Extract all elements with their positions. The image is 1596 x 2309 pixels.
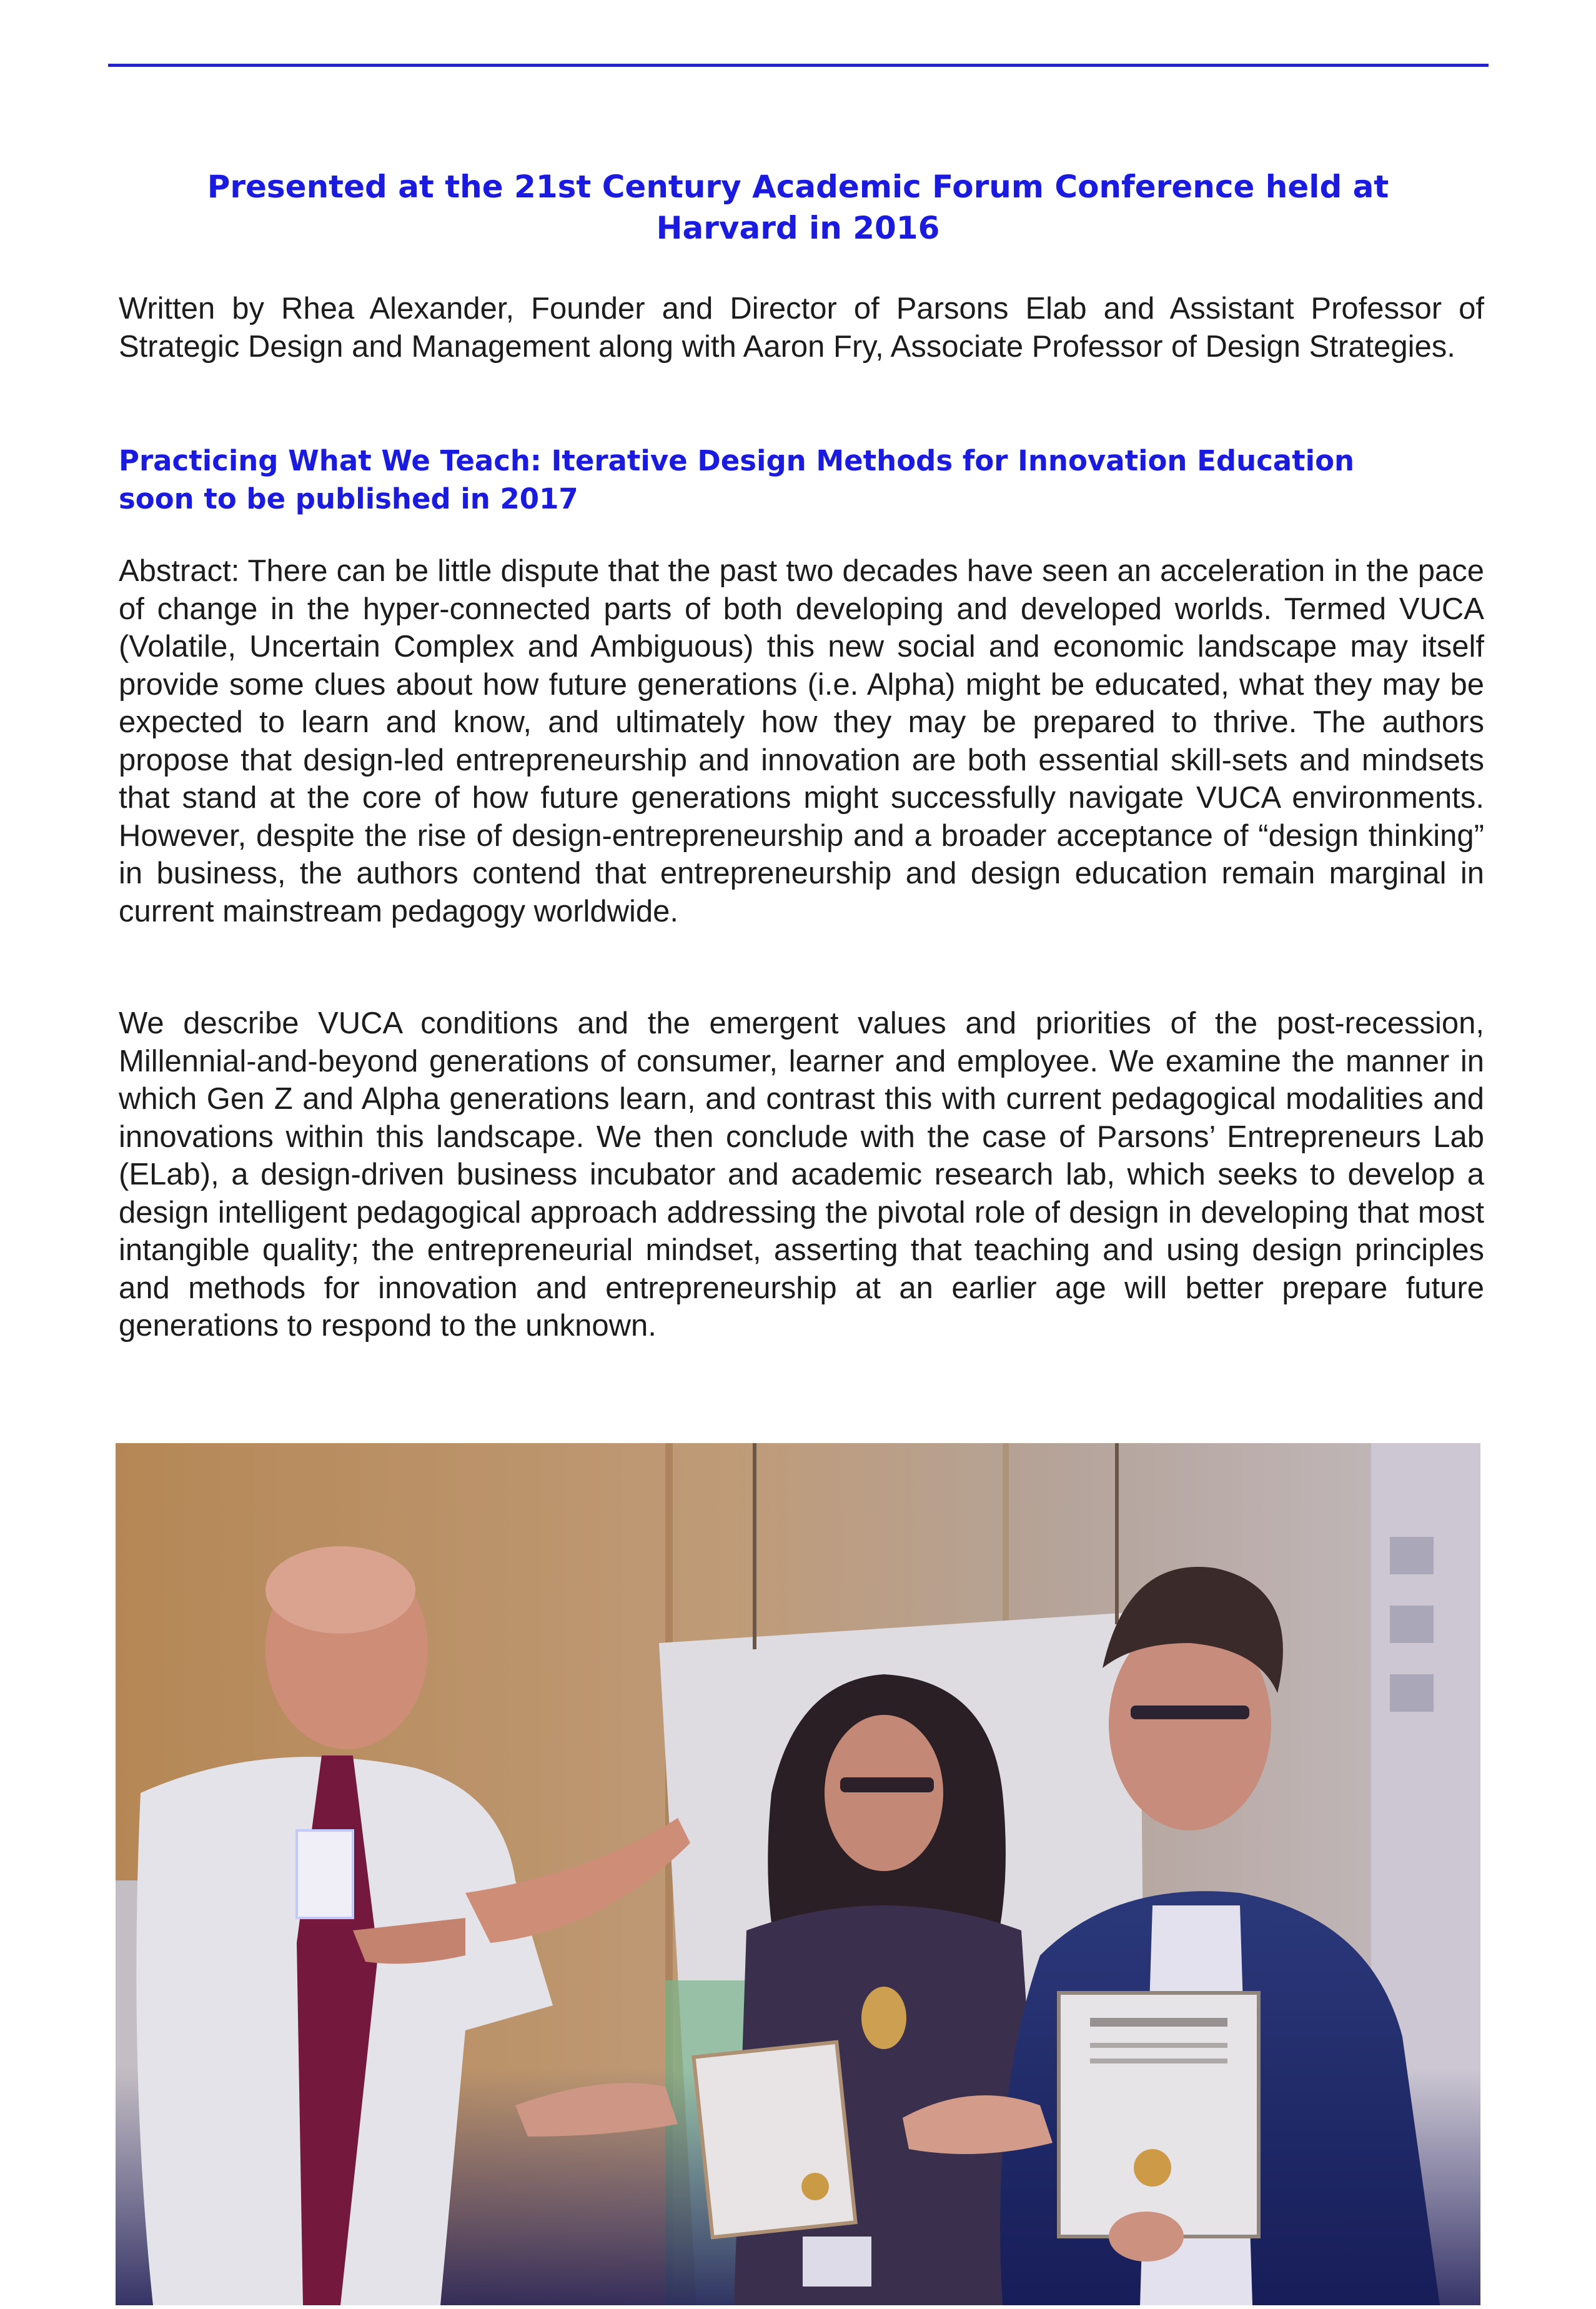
author-byline: Written by Rhea Alexander, Founder and Director of Parsons Elab and Assistant Professor of Strategic Design and Management along with Aaron Fry, Associate Professor of Design Strategies.: [119, 292, 1484, 364]
photo-illustration: [116, 1443, 1480, 2305]
paper-title-line-1: Practicing What We Teach: Iterative Design Methods for Innovation Education: [119, 444, 1355, 477]
paper-title: [119, 442, 1484, 518]
conference-title-line-1: Presented at the 21st Century Academic Forum Conference held at: [207, 169, 1389, 205]
paper-title-line-2: soon to be published in 2017: [119, 482, 578, 515]
header-rule: [108, 64, 1489, 67]
abstract-paragraph: Abstract: There can be little dispute that the past two decades have seen an acceleration in the pace of change in the hyper-connected parts of both developing and developed worlds. Termed VUCA (Volatile, Uncertain Complex and Ambiguous) this new social and economic landscape may itself provide some clues about how future generations (i.e. Alpha) might be educated, what they may be expected to learn and know, and ultimately how they may be prepared to thrive. The authors propose that design-led entrepreneurship and innovation are both essential skill-sets and mindsets that stand at the core of how future generations might successfully navigate VUCA environments. However, despite the rise of design-entrepreneurship and a broader acceptance of “design thinking” in business, the authors contend that entrepreneurship and design education remain marginal in current mainstream pedagogy worldwide.: [119, 554, 1484, 928]
award-ceremony-photo: [116, 1443, 1480, 2305]
body-paragraph: We describe VUCA conditions and the emergent values and priorities of the post-recession, Millennial-and-beyond generations of consumer, learner and employee. We examine the manner in which Gen Z and Alpha generations learn, and contrast this with current pedagogical modalities and innovations within this landscape. We then conclude with the case of Parsons’ Entrepreneurs Lab (ELab), a design-driven business incubator and academic research lab, which seeks to develop a design intelligent pedagogical approach addressing the pivotal role of design in developing that most intangible quality; the entrepreneurial mindset, asserting that teaching and using design principles and methods for innovation and entrepreneurship at an earlier age will better prepare future generations to respond to the unknown.: [119, 1006, 1484, 1343]
conference-title: [119, 166, 1477, 249]
conference-title-line-2: Harvard in 2016: [656, 210, 940, 246]
